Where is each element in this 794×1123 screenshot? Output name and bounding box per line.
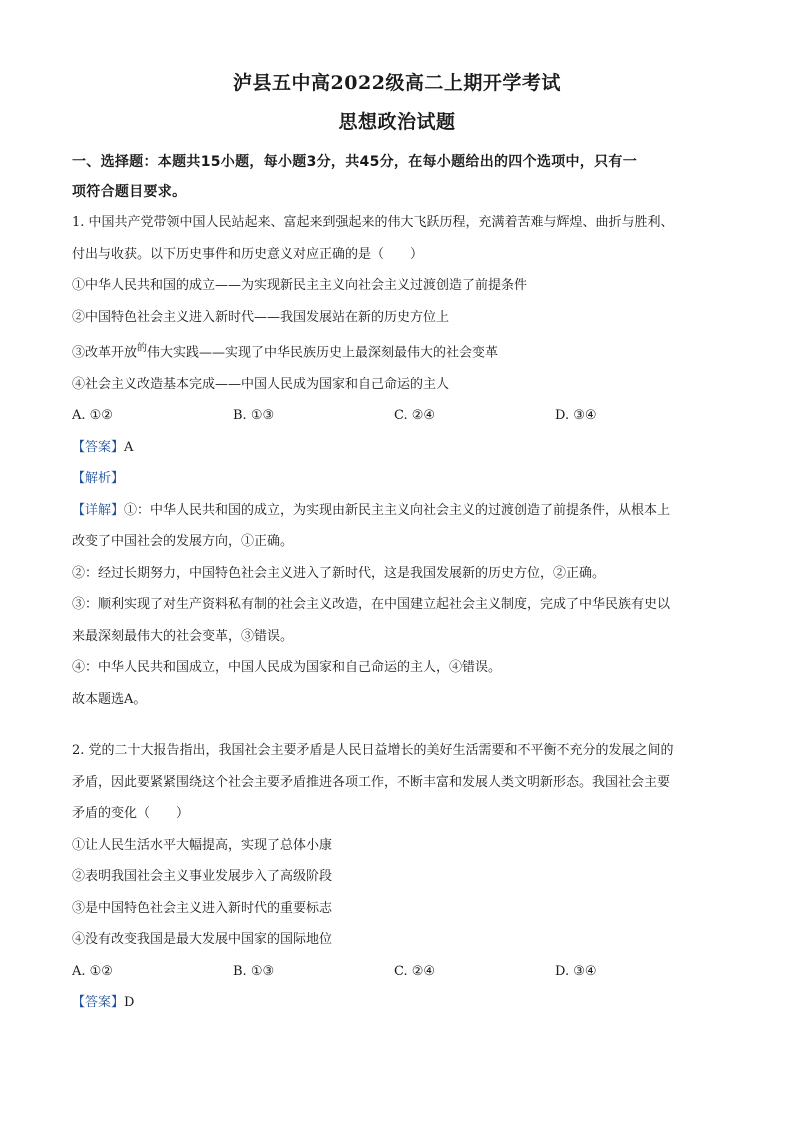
q2-stem-line-1: 2. 党的二十大报告指出，我国社会主要矛盾是人民日益增长的美好生活需要和不平衡不充分的发展之间的 <box>72 743 674 759</box>
spacer <box>72 715 722 735</box>
exam-title: 泸县五中高2022级高二上期开学考试 <box>233 72 561 94</box>
q2-answer <box>72 987 722 1019</box>
q2-stem-line-2: 矛盾，因此要紧紧围绕这个社会主要矛盾推进各项工作，不断丰富和发展人类文明新形态。我国社会主要 <box>72 774 671 790</box>
q2-option-a: A. ①② <box>72 963 113 979</box>
q1-option-d: D. ③④ <box>555 408 597 424</box>
q1-options <box>72 400 722 432</box>
q1-detail-2: ②：经过长期努力，中国特色社会主义进入了新时代，这是我国发展新的历史方位，②正确。 <box>72 565 606 581</box>
q2-option-c: C. ②④ <box>394 963 436 979</box>
q2-item-2: ②表明我国社会主义事业发展步入了高级阶段 <box>72 869 333 885</box>
question-1 <box>72 207 722 715</box>
q2-option-d: D. ③④ <box>555 963 597 979</box>
q1-stem-line-2: 付出与收获。以下历史事件和历史意义对应正确的是（ ） <box>72 246 424 262</box>
q1-item-3 <box>72 333 722 369</box>
q1-answer <box>72 432 722 464</box>
q2-item-1: ①让人民生活水平大幅提高，实现了总体小康 <box>72 837 333 853</box>
q1-conclusion: 故本题选A。 <box>72 691 147 707</box>
q1-item-1: ①中华人民共和国的成立——为实现新民主主义向社会主义过渡创造了前提条件 <box>72 278 528 293</box>
q1-answer-tag: 【答案】 <box>72 439 125 455</box>
q1-analysis <box>72 463 722 495</box>
q2-answer-value: D <box>124 995 135 1011</box>
q1-detail-1a-text: ①：中华人民共和国的成立，为实现由新民主主义向社会主义的过渡创造了前提条件，从根本上 <box>124 502 671 518</box>
q2-stem-line-3: 矛盾的变化（ ） <box>72 806 190 822</box>
section-intro-line-2: 项符合题目要求。 <box>72 184 187 200</box>
q1-detail-3a: ③：顺利实现了对生产资料私有制的社会主义改造，在中国建立起社会主义制度，完成了中华民族有史以 <box>72 597 671 613</box>
q1-option-b: B. ①③ <box>233 408 275 424</box>
q2-option-b: B. ①③ <box>233 963 275 979</box>
q2-item-4: ④没有改变我国是最大发展中国家的国际地位 <box>72 932 333 948</box>
q1-item-4: ④社会主义改造基本完成——中国人民成为国家和自己命运的主人 <box>72 376 450 392</box>
q1-analysis-tag: 【解析】 <box>72 471 125 487</box>
q1-item-3-superscript: 的 <box>137 343 148 354</box>
exam-subject: 思想政治试题 <box>338 111 456 133</box>
q1-option-a: A. ①② <box>72 408 113 424</box>
q1-item-2: ②中国特色社会主义进入新时代——我国发展站在新的历史方位上 <box>72 309 450 325</box>
q2-item-3: ③是中国特色社会主义进入新时代的重要标志 <box>72 900 333 916</box>
q1-detail-3b: 来最深刻最伟大的社会变革，③错误。 <box>72 628 294 644</box>
question-2 <box>72 735 722 1019</box>
section-intro-line-1: 一、选择题：本题共15小题，每小题3分，共45分，在每小题给出的四个选项中，只有一 <box>72 154 638 170</box>
q1-answer-value: A <box>124 439 134 455</box>
q1-item-3-part-c: 伟大实践——实现了中华民族历史上最深刻最伟大的社会变革 <box>147 345 499 361</box>
q1-detail-1a <box>72 495 722 527</box>
q2-options <box>72 956 722 988</box>
q1-stem-line-1: 1. 中国共产党带领中国人民站起来、富起来到强起来的伟大飞跃历程，充满着苦难与辉煌、曲折与胜利、 <box>72 215 674 230</box>
q1-option-c: C. ②④ <box>394 408 436 424</box>
q2-answer-tag: 【答案】 <box>72 995 125 1011</box>
q1-detail-4: ④：中华人民共和国成立，中国人民成为国家和自己命运的主人，④错误。 <box>72 660 502 676</box>
q1-item-3-part-a: ③改革开放 <box>72 345 138 361</box>
q1-detail-1b: 改变了中国社会的发展方向，①正确。 <box>72 534 294 550</box>
q1-detail-tag: 【详解】 <box>72 502 125 518</box>
